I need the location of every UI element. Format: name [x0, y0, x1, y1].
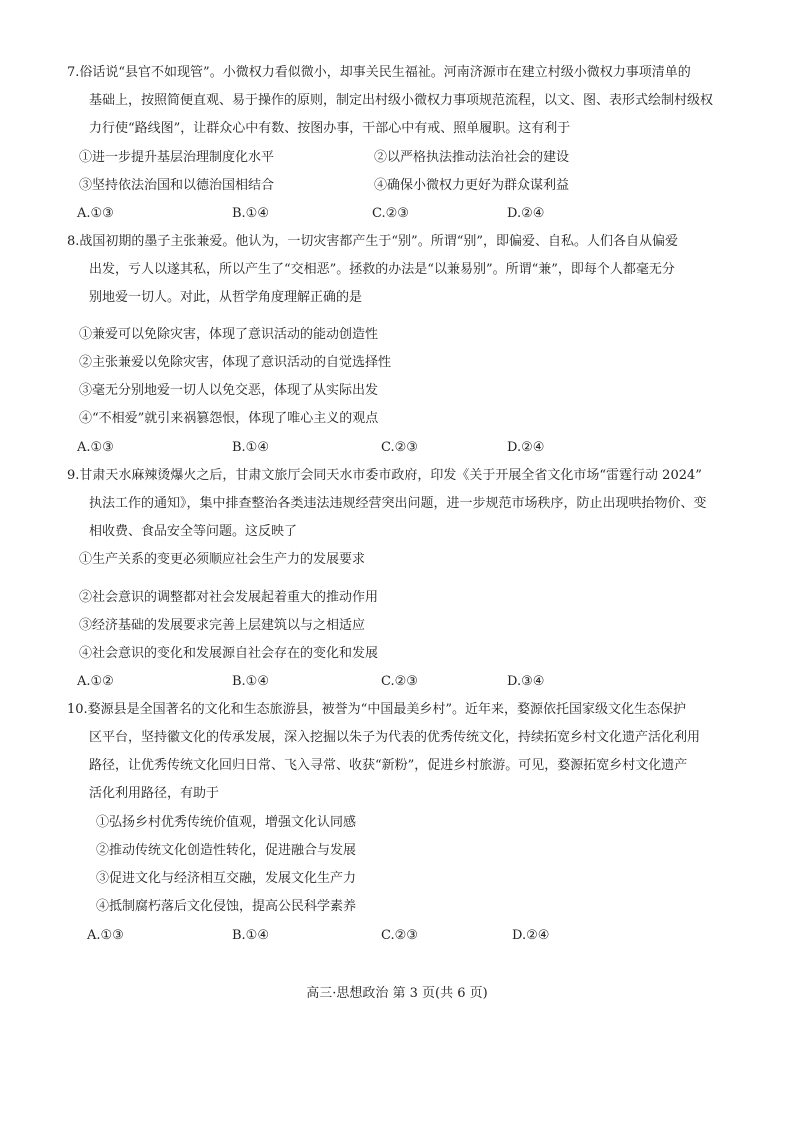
question-stem-line: 7.俗话说“县官不如现管”。小微权力看似微小，却事关民生福祉。河南济源市在建立村级小微权力事项清单的 — [67, 65, 691, 80]
option-4: ④社会意识的变化和发展源自社会存在的变化和发展 — [79, 646, 379, 661]
answer-choice-d: D.②④ — [512, 928, 550, 943]
question-stem-line: 路径，让优秀传统文化回归日常、飞入寻常、收获“新粉”，促进乡村旅游。可见，婺源拓宽乡村文化遗产 — [89, 758, 688, 773]
option-3: ③毫无分别地爱一切人以免交恶，体现了从实际出发 — [79, 383, 379, 398]
answer-choice-c: C.②③ — [381, 440, 418, 455]
option-2: ②社会意识的调整都对社会发展起着重大的推动作用 — [79, 590, 379, 605]
question-stem-line: 出发，亏人以遂其私，所以产生了“交相恶”。拯救的办法是“以兼易别”。所谓“兼”，即每个人都毫无分 — [89, 262, 675, 277]
option-2: ②推动传统文化创造性转化，促进融合与发展 — [96, 843, 357, 858]
option-1: ①弘扬乡村优秀传统价值观，增强文化认同感 — [96, 815, 357, 830]
option-1: ①进一步提升基层治理制度化水平 — [79, 150, 275, 165]
answer-choice-d: D.③④ — [507, 674, 545, 689]
page-footer: 高三·思想政治 第 3 页(共 6 页) — [306, 986, 488, 1001]
answer-choice-b: B.①④ — [232, 206, 269, 221]
option-4: ④确保小微权力更好为群众谋利益 — [374, 178, 570, 193]
answer-choice-a: A.①③ — [77, 440, 114, 455]
answer-choice-a: A.①② — [77, 674, 114, 689]
question-stem-line: 别地爱一切人。对此，从哲学角度理解正确的是 — [89, 290, 363, 305]
question-stem-line: 力行使“路线图”，让群众心中有数、按图办事，干部心中有戒、照单履职。这有利于 — [89, 121, 571, 136]
answer-choice-b: B.①④ — [232, 440, 269, 455]
option-4: ④抵制腐朽落后文化侵蚀，提高公民科学素养 — [96, 899, 357, 914]
option-3: ③经济基础的发展要求完善上层建筑以与之相适应 — [79, 618, 366, 633]
option-1: ①生产关系的变更必须顺应社会生产力的发展要求 — [79, 552, 366, 567]
question-stem-line: 执法工作的通知》，集中排查整治各类违法违规经营突出问题，进一步规范市场秩序，防止出现哄抬物价、变 — [89, 496, 707, 511]
question-stem-line: 区平台，坚持徽文化的传承发展，深入挖掘以朱子为代表的优秀传统文化，持续拓宽乡村文化遗产活化利用 — [89, 730, 701, 745]
question-stem-line: 8.战国初期的墨子主张兼爱。他认为，一切灾害都产生于“别”。所谓“别”，即偏爱、自私。人们各自从偏爱 — [67, 234, 678, 249]
answer-choice-a: A.①③ — [87, 928, 124, 943]
question-stem-line: 基础上，按照简便直观、易于操作的原则，制定出村级小微权力事项规范流程，以文、图、表形式绘制村级权 — [89, 93, 714, 108]
answer-choice-c: C.②③ — [381, 674, 418, 689]
question-stem-line: 10.婺源县是全国著名的文化和生态旅游县，被誉为“中国最美乡村”。近年来，婺源依托国家级文化生态保护 — [67, 702, 686, 717]
answer-choice-d: D.②④ — [507, 440, 545, 455]
option-1: ①兼爱可以免除灾害，体现了意识活动的能动创造性 — [79, 327, 379, 342]
option-3: ③坚持依法治国和以德治国相结合 — [79, 178, 275, 193]
answer-choice-b: B.①④ — [232, 674, 269, 689]
option-2: ②以严格执法推动法治社会的建设 — [374, 150, 570, 165]
answer-choice-c: C.②③ — [381, 928, 418, 943]
answer-choice-c: C.②③ — [372, 206, 409, 221]
option-2: ②主张兼爱以免除灾害，体现了意识活动的自觉选择性 — [79, 355, 392, 370]
answer-choice-a: A.①③ — [77, 206, 114, 221]
question-stem-line: 活化利用路径，有助于 — [89, 786, 220, 801]
answer-choice-d: D.②④ — [507, 206, 545, 221]
option-4: ④“不相爱”就引来祸篡怨恨，体现了唯心主义的观点 — [79, 411, 379, 426]
question-stem-line: 相收费、食品安全等问题。这反映了 — [89, 524, 298, 539]
question-stem-line: 9.甘肃天水麻辣烫爆火之后，甘肃文旅厅会同天水市委市政府，印发《关于开展全省文化市场“雷霆行动 2024” — [67, 468, 702, 483]
option-3: ③促进文化与经济相互交融，发展文化生产力 — [96, 871, 357, 886]
answer-choice-b: B.①④ — [232, 928, 269, 943]
